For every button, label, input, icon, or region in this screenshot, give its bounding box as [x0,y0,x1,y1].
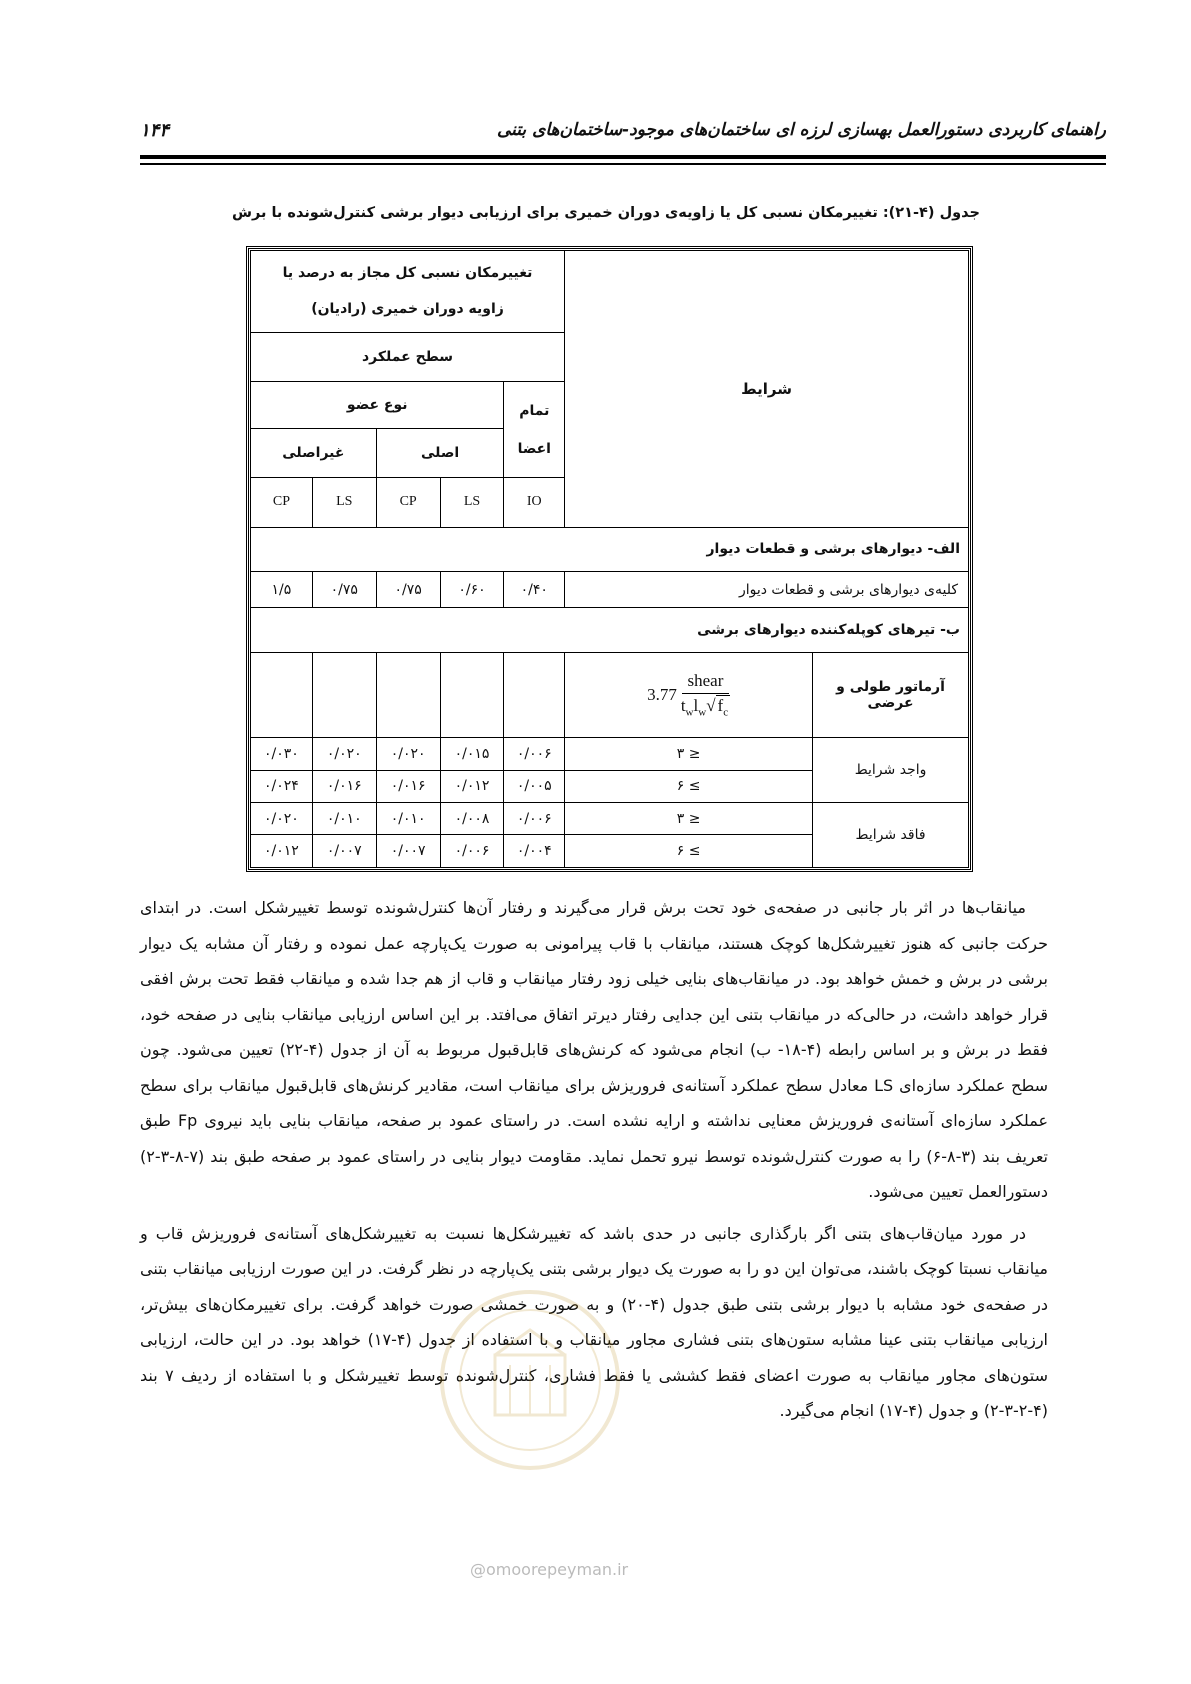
table-cell: ۰/۰۱۶ [376,770,440,802]
header-cp-primary: CP [376,478,440,527]
table-cell: ۰/۰۱۵ [440,738,504,770]
header-member-type: نوع عضو [251,382,504,429]
header-all-members: تمام اعضا [504,382,565,478]
table-cell: ۰/۰۱۲ [440,770,504,802]
group-label-unqualified: فاقد شرایط [813,802,969,867]
table-cell: ۰/۰۰۷ [376,835,440,868]
table-cell: ۰/۰۰۷ [312,835,376,868]
header-performance-level: سطح عملکرد [251,332,565,381]
table-cell: ۰/۷۵ [312,572,376,608]
ratio-cell: ≤ ۳ [565,802,813,834]
header-secondary: غیراصلی [251,429,377,478]
table-cell: ۰/۰۳۰ [251,738,313,770]
page-number: ۱۴۴ [140,120,170,141]
drift-table [250,250,969,868]
header-ls-primary: LS [440,478,504,527]
table-cell: ۰/۰۲۰ [376,738,440,770]
table-cell: ۰/۰۰۸ [440,802,504,834]
header-rule-thick [140,155,1106,159]
page-header [140,120,1106,144]
paragraph: در مورد میان‌قاب‌های بتنی اگر بارگذاری جانبی در حدی باشد که تغییرشکل‌ها نسبت به تغییرشکل‌های آستانه‌ی فروریزش قاب و میانقاب نسبتا کوچک باشند، می‌توان این دو را به صورت یک دیوار برشی بتنی یک‌پارچه در نظر گرفت. در این صورت ارزیابی میانقاب بتنی در صفحه‌ی خود مشابه با دیوار برشی بتنی طبق جدول (۴-۲۰) و به صورت خمشی صورت خواهد گرفت. برای تغییرمکان‌های بیش‌تر، ارزیابی میانقاب بتنی عینا مشابه ستون‌های بتنی فشاری مجاور میانقاب و با استفاده از جدول (۴-۱۷) خواهد بود. در این حالت، ارزیابی ستون‌های مجاور میانقاب به صورت اعضای فقط کششی یا فقط فشاری، کنترل‌شونده توسط تغییرشکل و با استفاده از ردیف ۷ بند (۴-۲-۳-۲) و جدول (۴-۱۷) انجام می‌گیرد. [140,1223,1049,1420]
table-cell: ۰/۰۰۵ [504,770,565,802]
ratio-cell: ≥ ۶ [565,835,813,868]
reinforcement-label: آرماتور طولی و عرضی [813,652,969,737]
ratio-cell: ≥ ۶ [565,770,813,802]
section-a-title: الف- دیوارهای برشی و قطعات دیوار [251,527,969,572]
running-title: راهنمای کاربردی دستورالعمل بهسازی لرزه ای ساختمان‌های موجود-ساختمان‌های بتنی [496,120,1106,140]
table-cell: ۰/۰۰۶ [504,802,565,834]
table-cell: ۰/۰۱۰ [312,802,376,834]
header-drift-title: تغییرمکان نسبی کل مجاز به درصد یا زاویه دوران خمیری (رادیان) [251,251,565,333]
table-cell: ۰/۰۰۶ [504,738,565,770]
table-cell: ۱/۵ [251,572,313,608]
table-cell: ۰/۰۰۶ [440,835,504,868]
paragraph: میانقاب‌ها در اثر بار جانبی در صفحه‌ی خود تحت برش قرار می‌گیرند و رفتار آن‌ها کنترل‌شونده توسط تغییرشکل است. در ابتدای حرکت جانبی که هنوز تغییرشکل‌ها کوچک هستند، میانقاب با قاب پیرامونی به صورت یک‌پارچه عمل نموده و رفتار آن مشابه یک دیوار برشی در برش و خمش خواهد بود. در میانقاب‌های بنایی خیلی زود رفتار میانقاب و قاب از هم جدا شده و میانقاب فقط تحت برش افقی قرار خواهد داشت، در حالی‌که در میانقاب بتنی این جدایی رفتار دیرتر اتفاق می‌افتد. بر این اساس ارزیابی میانقاب بنایی در صفحه خود، فقط در برش و بر اساس رابطه (۴-۱۸- ب) انجام می‌شود که کرنش‌های قابل‌قبول مربوط به آن از جدول (۴-۲۲) تعیین می‌شود. چون سطح عملکرد سازه‌ای LS معادل سطح عملکرد آستانه‌ی فروریزش برای میانقاب است، مقادیر کرنش‌های قابل‌قبول میانقاب برای سطح عملکرد سازه‌ای آستانه‌ی فروریزش معنایی نداشته و ارایه نشده است. در راستای عمود بر صفحه، میانقاب بنایی باید نیروی Fp طبق تعریف بند (۳-۸-۶) را به صورت کنترل‌شونده توسط نیرو تحمل نماید. مقاومت دیوار بنایی در راستای عمود بر صفحه طبق بند (۷-۸-۳-۲) دستورالعمل تعیین می‌شود. [140,898,1049,1201]
table-cell: ۰/۰۲۴ [251,770,313,802]
table-cell: ۰/۰۲۰ [251,802,313,834]
ratio-cell: ≤ ۳ [565,738,813,770]
header-primary: اصلی [376,429,504,478]
table-cell: ۰/۴۰ [504,572,565,608]
shear-ratio-formula: 3.77 $\frac{\text{shear}}{t_wl_w√ f_c}$ [647,671,729,719]
header-ls-secondary: LS [312,478,376,527]
table-cell: ۰/۰۱۶ [312,770,376,802]
table-cell: ۰/۶۰ [440,572,504,608]
group-label-qualified: واجد شرایط [813,738,969,803]
header-io: IO [504,478,565,527]
table-caption: جدول (۴-۲۱): تغییرمکان نسبی کل یا زاویه‌ی دوران خمیری برای ارزیابی دیوار برشی کنترل‌شونده با برش [231,205,980,221]
header-cp-secondary: CP [251,478,313,527]
header-conditions: شرایط [565,251,969,528]
header-rule-thin [140,163,1106,165]
table-cell: ۰/۰۱۲ [251,835,313,868]
table-cell: ۰/۰۰۴ [504,835,565,868]
ratio-formula [565,652,813,737]
table-cell: ۰/۷۵ [376,572,440,608]
table-cell: ۰/۰۱۰ [376,802,440,834]
section-b-title: ب- تیرهای کوپله‌کننده دیوارهای برشی [251,608,969,653]
section-a-row-label: کلیه‌ی دیوارهای برشی و قطعات دیوار [565,572,969,608]
watermark-site: @omoorepeyman.ir [470,1560,629,1579]
seal-watermark [435,1275,625,1485]
table-cell: ۰/۰۲۰ [312,738,376,770]
